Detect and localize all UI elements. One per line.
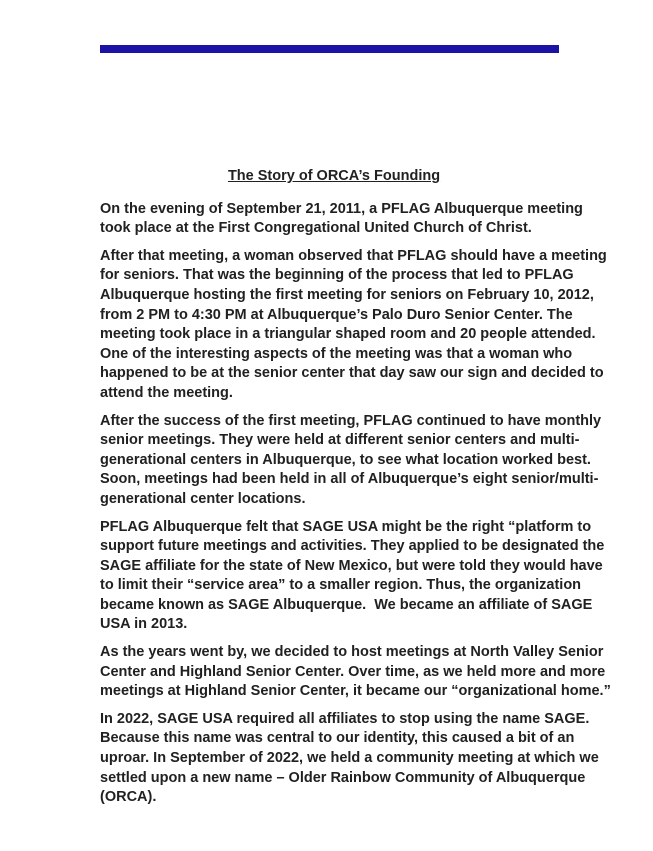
text-line: took place at the First Congregational United Church of Christ. [100,220,532,237]
text-line: USA in 2013. [100,616,188,633]
text-line: PFLAG Albuquerque felt that SAGE USA might be the right “platform to [100,518,592,535]
text-line: from 2 PM to 4:30 PM at Albuquerque’s Palo Duro Senior Center. The [100,306,573,323]
text-line: meeting took place in a triangular shaped room and 20 people attended. [100,326,596,343]
text-line: became known as SAGE Albuquerque. We became an affiliate of SAGE [100,596,593,613]
text-line: uproar. In September of 2022, we held a community meeting at which we [100,750,599,767]
text-line: Albuquerque hosting the first meeting for seniors on February 10, 2012, [100,286,594,303]
paragraph [100,518,605,636]
text-line: for seniors. That was the beginning of the process that led to PFLAG [100,267,574,284]
text-line: generational center locations. [100,490,306,507]
text-line: Soon, meetings had been held in all of Albuquerque’s eight senior/multi- [100,471,599,488]
document-body [100,167,611,816]
text-line: SAGE affiliate for the state of New Mexico, but were told they would have [100,557,603,574]
text-line: senior meetings. They were held at different senior centers and multi- [100,432,580,449]
paragraph [100,412,602,510]
text-line: generational centers in Albuquerque, to see what location worked best. [100,451,591,468]
paragraph [100,200,583,239]
text-line: On the evening of September 21, 2011, a PFLAG Albuquerque meeting [100,200,583,217]
text-line: settled upon a new name – Older Rainbow Community of Albuquerque [100,769,586,786]
text-line: happened to be at the senior center that day saw our sign and decided to [100,365,604,382]
text-line: Because this name was central to our identity, this caused a bit of an [100,730,575,747]
text-line: meetings at Highland Senior Center, it became our “organizational home.” [100,683,611,700]
top-rule [100,45,559,53]
paragraph [100,710,599,808]
document-title: The Story of ORCA’s Founding [227,168,441,184]
text-line: One of the interesting aspects of the meeting was that a woman who [100,345,573,362]
paragraph [100,643,611,702]
text-line: Center and Highland Senior Center. Over time, as we held more and more [100,663,606,680]
text-line: After that meeting, a woman observed that PFLAG should have a meeting [100,247,607,264]
text-line: support future meetings and activities. They applied to be designated the [100,538,605,555]
text-line: As the years went by, we decided to host meetings at North Valley Senior [100,644,604,661]
text-line: After the success of the first meeting, PFLAG continued to have monthly [100,412,602,429]
paragraph [100,247,607,404]
text-line: attend the meeting. [100,384,233,401]
paragraphs [100,200,611,808]
text-line: to limit their “service area” to a smaller region. Thus, the organization [100,577,582,594]
text-line: In 2022, SAGE USA required all affiliates to stop using the name SAGE. [100,710,590,727]
text-line: (ORCA). [100,789,157,806]
